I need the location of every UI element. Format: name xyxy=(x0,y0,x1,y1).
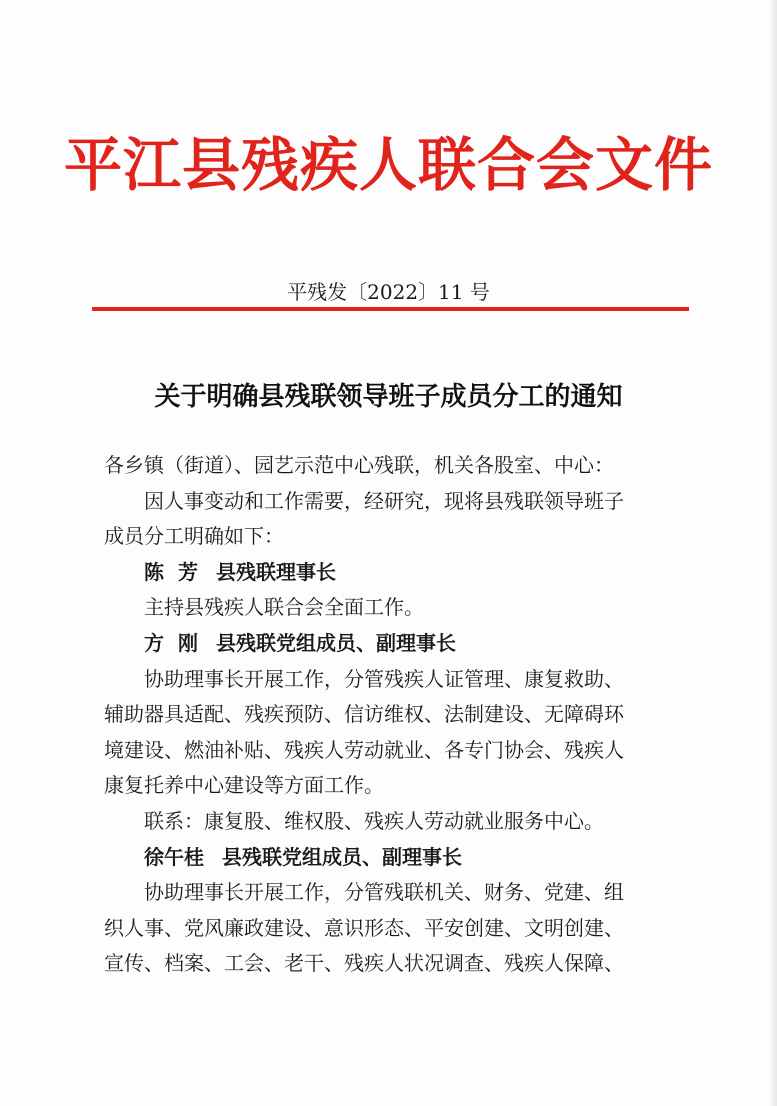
document-header-title: 平江县残疾人联合会文件 xyxy=(63,131,713,199)
member-duty-line: 辅助器具适配、残疾预防、信访维权、法制建设、无障碍环 xyxy=(104,702,624,727)
red-divider-line xyxy=(92,307,689,311)
member-name: 方 xyxy=(144,630,164,655)
member-name: 徐午桂 xyxy=(144,844,204,869)
addressee-line: 各乡镇（街道）、园艺示范中心残联，机关各股室、中心： xyxy=(104,453,614,477)
member-contact-line: 联系：康复股、维权股、残疾人劳动就业服务中心。 xyxy=(144,808,604,833)
member-duty-line: 康复托养中心建设等方面工作。 xyxy=(104,773,384,798)
member-duty-line: 境建设、燃油补贴、残疾人劳动就业、各专门协会、残疾人 xyxy=(104,737,624,762)
intro-line: 因人事变动和工作需要，经研究，现将县残联领导班子 xyxy=(144,488,624,513)
member-position: 县残联理事长 xyxy=(216,559,336,584)
member-name: 陈 xyxy=(144,559,164,584)
document-number: 平残发〔2022〕11 号 xyxy=(287,280,490,304)
member-heading xyxy=(104,555,684,591)
member-position: 县残联党组成员、副理事长 xyxy=(222,844,462,869)
member-duty-line: 宣传、档案、工会、老干、残疾人状况调查、残疾人保障、 xyxy=(104,951,624,976)
notice-body xyxy=(104,448,684,982)
member-duty-line: 主持县残疾人联合会全面工作。 xyxy=(144,595,424,620)
member-duty-line: 织人事、党风廉政建设、意识形态、平安创建、文明创建、 xyxy=(104,915,624,940)
member-name: 刚 xyxy=(178,630,198,655)
member-heading xyxy=(104,626,684,662)
notice-title: 关于明确县残联领导班子成员分工的通知 xyxy=(154,382,623,412)
member-duty-line: 协助理事长开展工作，分管残联机关、财务、党建、组 xyxy=(144,880,624,905)
member-heading xyxy=(104,840,684,876)
member-duty-line: 协助理事长开展工作，分管残疾人证管理、康复救助、 xyxy=(144,666,624,691)
member-position: 县残联党组成员、副理事长 xyxy=(216,630,456,655)
intro-line: 成员分工明确如下： xyxy=(104,524,284,549)
member-name: 芳 xyxy=(178,559,198,584)
